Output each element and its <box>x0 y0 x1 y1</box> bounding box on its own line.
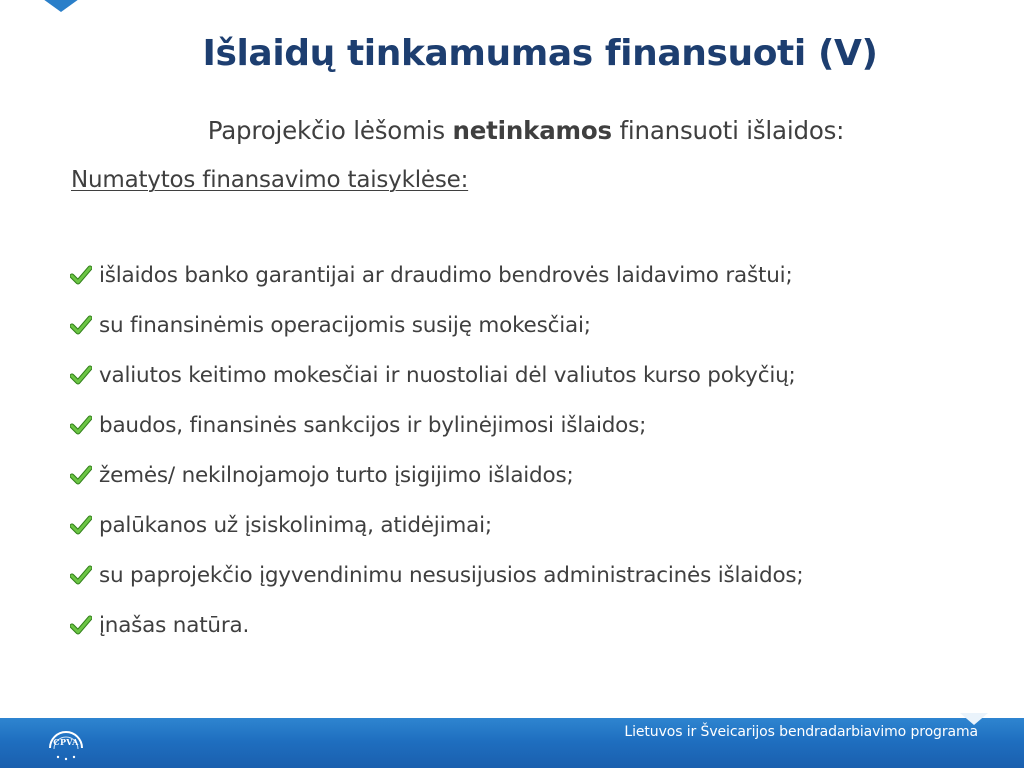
subtitle-suffix: finansuoti išlaidos: <box>611 116 845 145</box>
bullet-item <box>70 250 803 300</box>
slide-title: Išlaidų tinkamumas finansuoti (V) <box>202 33 878 74</box>
bullet-item <box>70 350 803 400</box>
logo-text: CPVA <box>53 737 79 747</box>
check-icon <box>70 515 92 535</box>
slide-subtitle <box>0 116 1024 145</box>
bullet-text: su finansinėmis operacijomis susiję mokesčiai; <box>99 312 591 338</box>
bullet-text: palūkanos už įsiskolinimą, atidėjimai; <box>99 512 492 538</box>
check-icon <box>70 565 92 585</box>
footer-program-name: Lietuvos ir Šveicarijos bendradarbiavimo programa <box>624 724 978 740</box>
bullet-item <box>70 600 803 650</box>
subtitle-emphasis: netinkamos <box>452 116 612 145</box>
cpva-logo-icon <box>44 724 88 768</box>
bullet-item <box>70 300 803 350</box>
bullet-item <box>70 550 803 600</box>
bullet-item <box>70 400 803 450</box>
section-heading: Numatytos finansavimo taisyklėse: <box>71 167 469 193</box>
bullet-item <box>70 500 803 550</box>
bullet-text: su paprojekčio įgyvendinimu nesusijusios administracinės išlaidos; <box>99 562 804 588</box>
bullet-list <box>70 250 803 650</box>
check-icon <box>70 415 92 435</box>
bullet-text: išlaidos banko garantijai ar draudimo bendrovės laidavimo raštui; <box>99 262 793 288</box>
corner-tab-decoration <box>36 0 86 12</box>
check-icon <box>70 315 92 335</box>
bullet-text: žemės/ nekilnojamojo turto įsigijimo išlaidos; <box>99 462 574 488</box>
check-icon <box>70 365 92 385</box>
bullet-item <box>70 450 803 500</box>
bullet-text: baudos, finansinės sankcijos ir bylinėjimosi išlaidos; <box>99 412 647 438</box>
subtitle-prefix: Paprojekčio lėšomis <box>207 116 453 145</box>
bullet-text: valiutos keitimo mokesčiai ir nuostoliai dėl valiutos kurso pokyčių; <box>99 362 796 388</box>
check-icon <box>70 615 92 635</box>
check-icon <box>70 465 92 485</box>
check-icon <box>70 265 92 285</box>
bullet-text: įnašas natūra. <box>99 612 250 638</box>
